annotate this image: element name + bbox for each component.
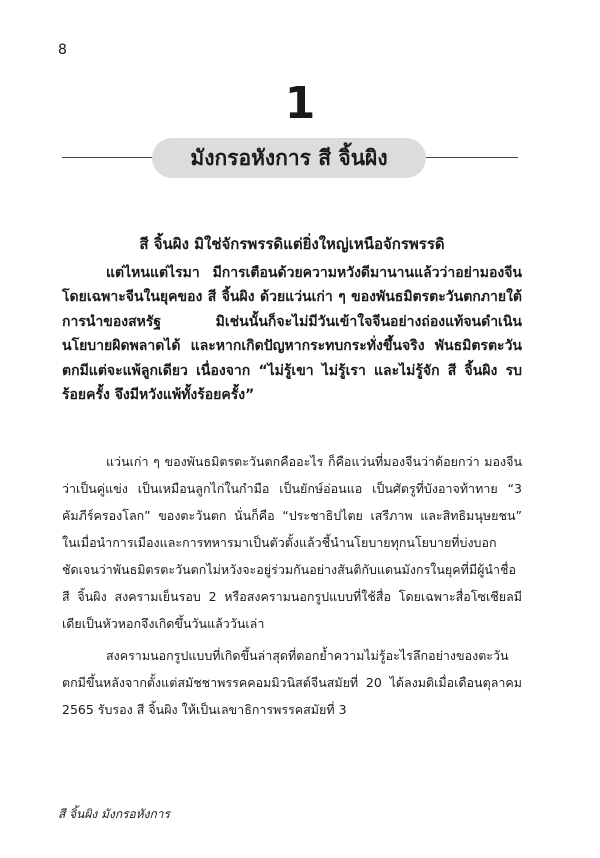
intro-block xyxy=(62,232,522,408)
body-block xyxy=(62,448,522,728)
body-paragraph-2: สงครามนอกรูปแบบที่เกิดขึ้นล่าสุดที่ตอกย้ำความไม่รู้อะไรลึกอย่างของตะวันตกมีขึ้นหลังจากตั้งแต่สมัชชาพรรคคอมมิวนิสต์จีนสมัยที่ 20 ได้ลงมติเมื่อเดือนตุลาคม 2565 รับรอง สี จิ้นผิง ให้เป็นเลขาธิการพรรคสมัยที่ 3 xyxy=(62,648,522,717)
title-rule-left xyxy=(62,157,152,158)
page-number: 8 xyxy=(58,42,67,58)
chapter-number: 1 xyxy=(284,78,316,129)
running-footer: สี จิ้นผิง มังกรอหังการ xyxy=(58,807,170,821)
intro-paragraph: แต่ไหนแต่ไรมา มีการเตือนด้วยความหวังดีมานานแล้วว่าอย่ามองจีน โดยเฉพาะจีนในยุคของ สี จิ้นผิง ด้วยแว่นเก่า ๆ ของพันธมิตรตะวันตกภายใต้การนำของสหรัฐ มิเช่นนั้นก็จะไม่มีวันเข้าใจจีนอย่างถ่องแท้จนดำเนินนโยบายผิดพลาดได้ และหากเกิดปัญหากระทบกระทั่งขึ้นจริง พันธมิตรตะวันตกมีแต่จะแพ้ลูกเดียว เนื่องจาก “ไม่รู้เขา ไม่รู้เรา และไม่รู้จัก สี จิ้นผิง รบร้อยครั้ง จึงมีหวังแพ้ทั้งร้อยครั้ง” xyxy=(62,264,522,403)
title-rule-right xyxy=(426,157,518,158)
intro-heading: สี จิ้นผิง มิใช่จักรพรรดิแต่ยิ่งใหญ่เหนือจักรพรรดิ xyxy=(139,235,445,253)
chapter-title: มังกรอหังการ สี จิ้นผิง xyxy=(152,138,426,178)
body-paragraph-1: แว่นเก่า ๆ ของพันธมิตรตะวันตกคืออะไร ก็คือแว่นที่มองจีนว่าด้อยกว่า มองจีนว่าเป็นคู่แข่ง เป็นเหมือนลูกไก่ในกำมือ เป็นยักษ์อ่อนแอ เป็นศัตรูที่บังอาจท้าทาย “3 คัมภีร์ครองโลก” ของตะวันตก นั่นก็คือ “ประชาธิปไตย เสรีภาพ และสิทธิมนุษยชน” ในเมื่อนำการเมืองและการทหารมาเป็นตัวตั้งแล้วชี้นำนโยบายทุกนโยบายที่บ่งบอกชัดเจนว่าพันธมิตรตะวันตกไม่หวังจะอยู่ร่วมกันอย่างสันติกับแดนมังกรในยุคที่มีผู้นำชื่อ สี จิ้นผิง สงครามเย็นรอบ 2 หรือสงครามนอกรูปแบบที่ใช้สื่อ โดยเฉพาะสื่อโซเชียลมีเดียเป็นหัวหอกจึงเกิดขึ้นวันแล้ววันเล่า xyxy=(62,454,522,631)
